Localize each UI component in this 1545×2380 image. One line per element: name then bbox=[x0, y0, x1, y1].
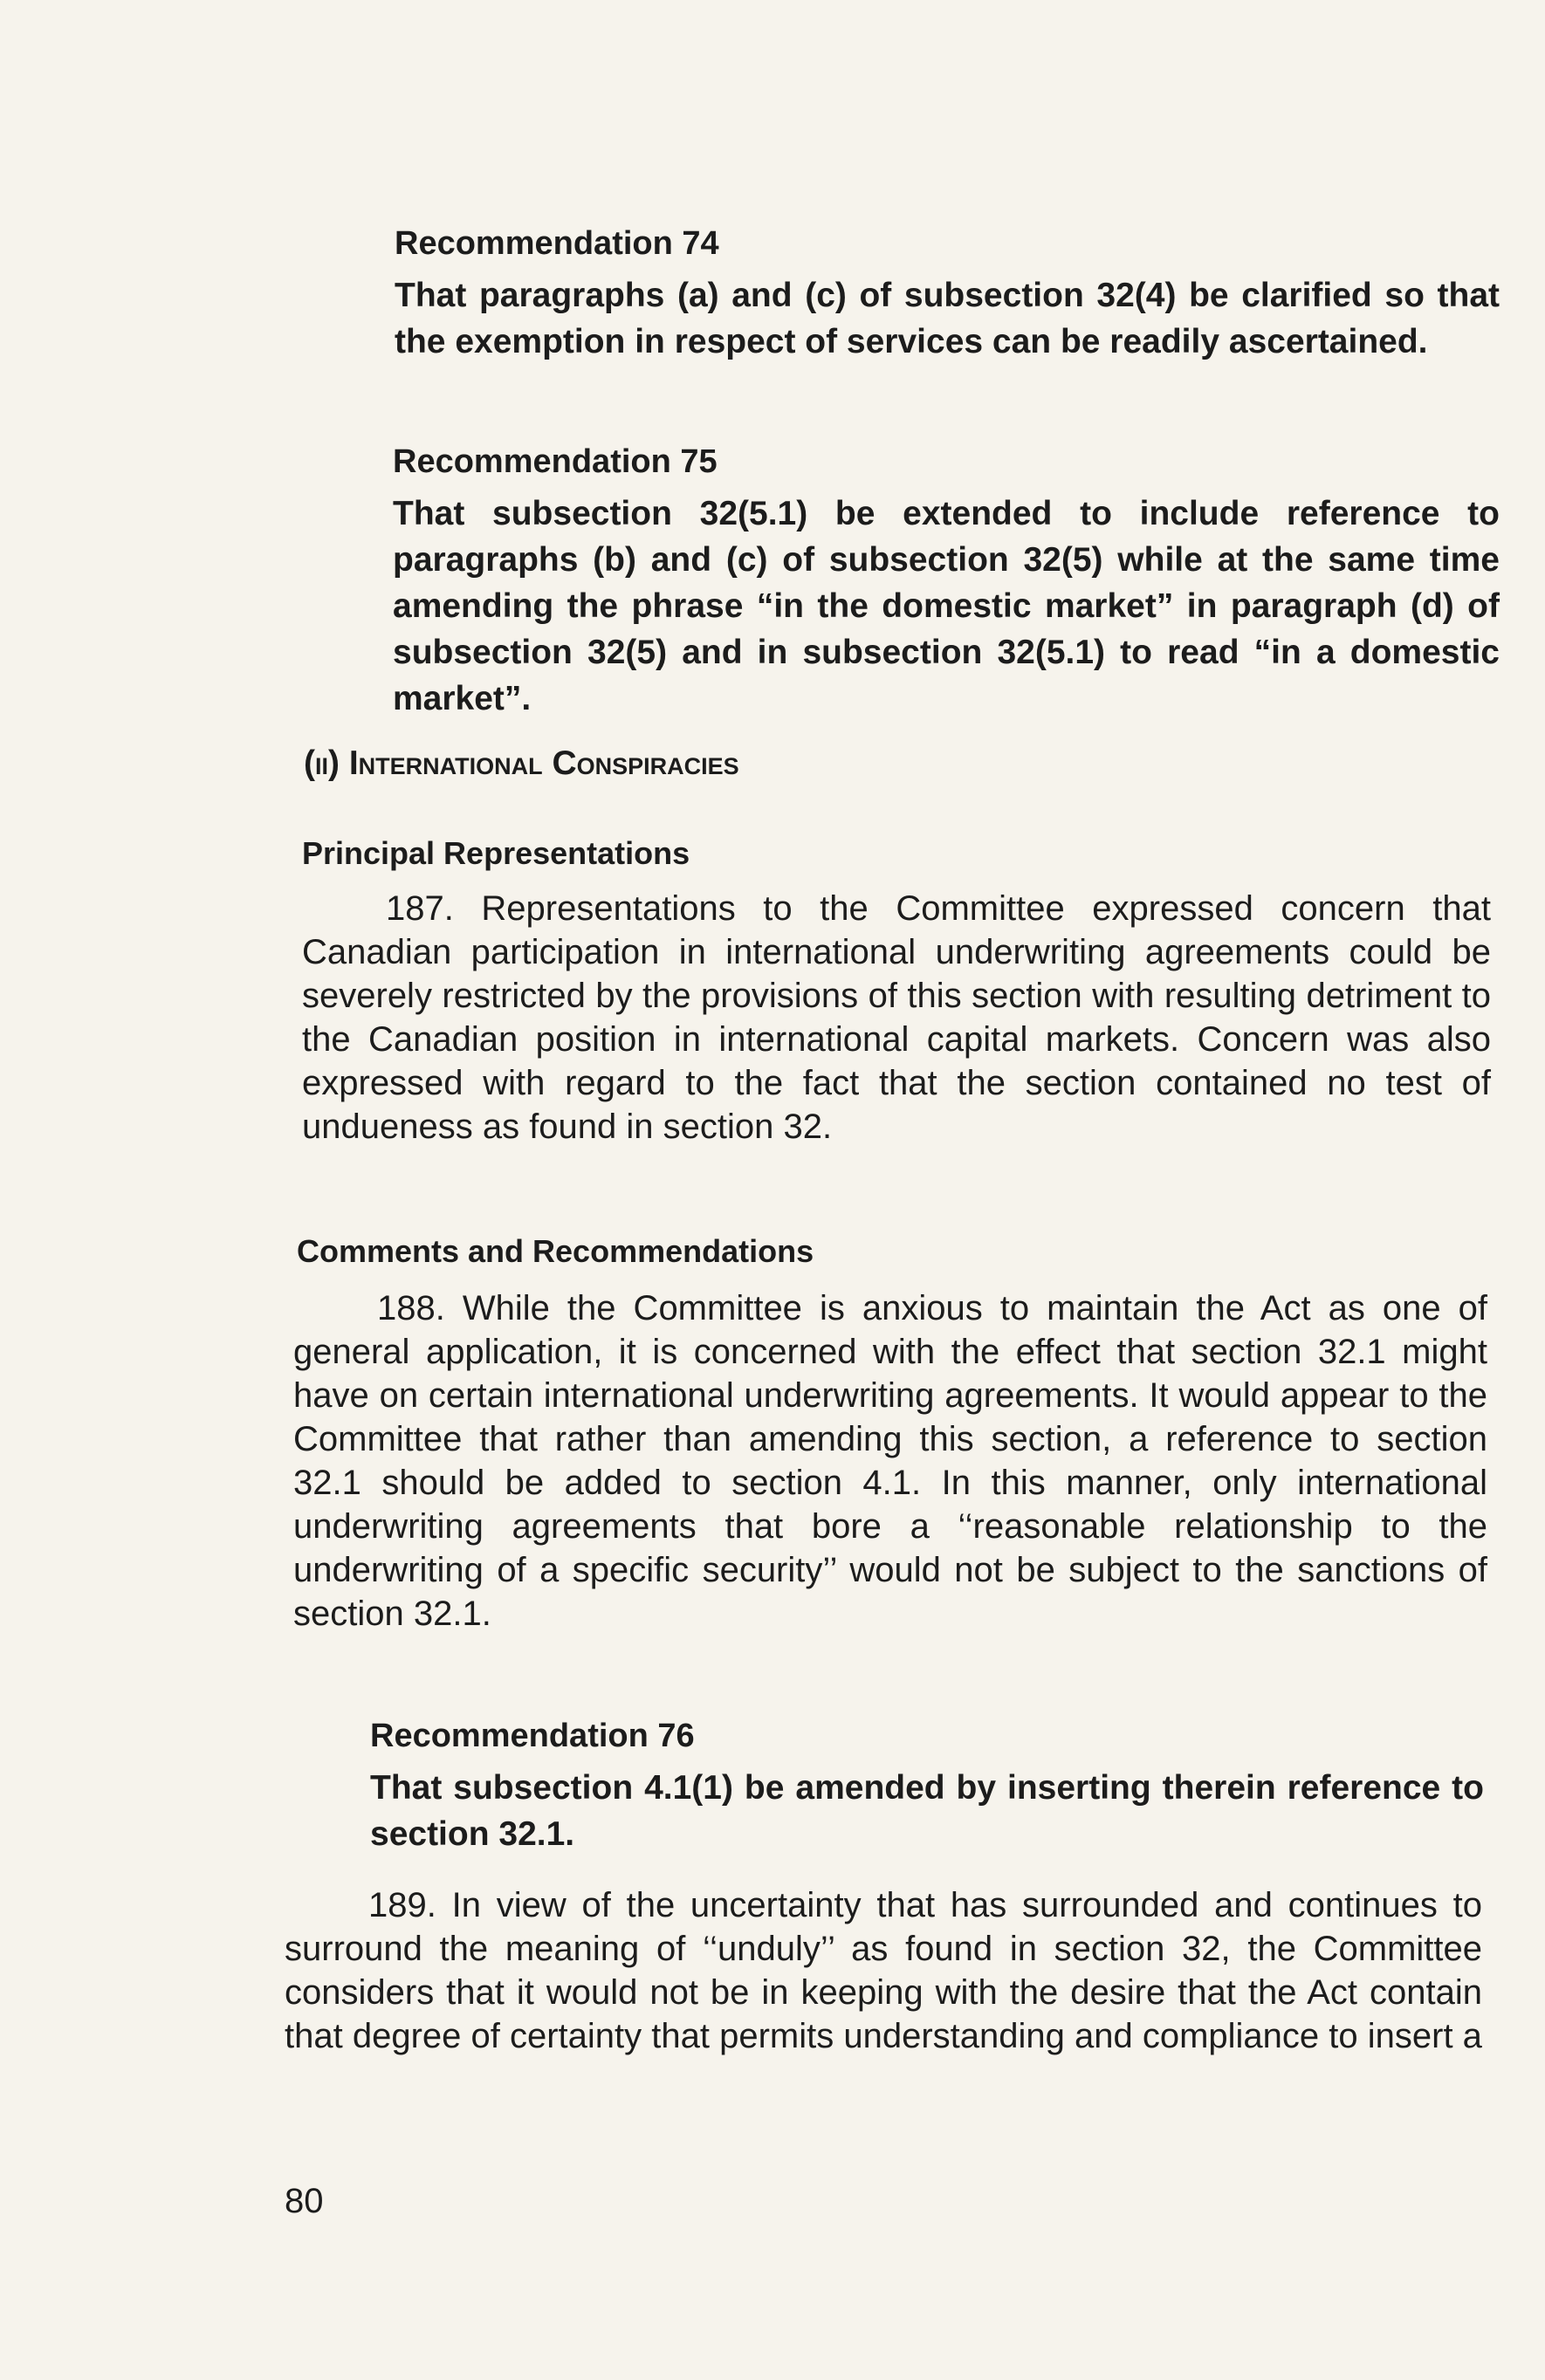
subheading-comments-and-recommendations: Comments and Recommendations bbox=[297, 1233, 814, 1269]
paragraph-189: 189. In view of the uncertainty that has surrounded and continues to surround the meaning of ‘‘unduly’’ as found in section 32, the Committee considers that it would not be in keeping with the desire that the Act contain that degree of certainty that permits understanding and compliance to insert a bbox=[285, 1886, 1482, 2055]
recommendation-text: That subsection 32(5.1) be extended to include reference to paragraphs (b) and (c) of subsection 32(5) while at the same time amending the phrase “in the domestic market” in paragraph (d) of subsection 32(5) and in subsection 32(5.1) to read “in a domestic market”. bbox=[393, 494, 1500, 717]
recommendation-76 bbox=[370, 1716, 1484, 1857]
recommendation-heading: Recommendation 76 bbox=[370, 1718, 695, 1754]
recommendation-text: That subsection 4.1(1) be amended by inserting therein reference to section 32.1. bbox=[370, 1768, 1484, 1853]
paragraph-187: 187. Representations to the Committee expressed concern that Canadian participation in international underwriting agreements could be severely restricted by the provisions of this section with resulting detriment to the Canadian position in international capital markets. Concern was also expressed with regard to the fact that the section contained no test of undueness as found in section 32. bbox=[302, 889, 1491, 1146]
recommendation-heading: Recommendation 74 bbox=[395, 225, 719, 262]
recommendation-74 bbox=[395, 223, 1500, 365]
recommendation-text: That paragraphs (a) and (c) of subsection 32(4) be clarified so that the exemption in respect of services can be readily ascertained. bbox=[395, 276, 1500, 360]
section-heading: (ii) International Conspiracies bbox=[304, 744, 739, 782]
recommendation-heading: Recommendation 75 bbox=[393, 443, 718, 480]
subheading-principal-representations: Principal Representations bbox=[302, 835, 690, 871]
recommendation-75 bbox=[393, 442, 1500, 722]
paragraph-188: 188. While the Committee is anxious to maintain the Act as one of general application, it is concerned with the effect that section 32.1 might have on certain international underwriting agreements. It would appear to the Committee that rather than amending this section, a reference to section 32.1 should be added to section 4.1. In this manner, only international underwriting agreements that bore a ‘‘reasonable relationship to the underwriting of a specific security’’ would not be subject to the sanctions of section 32.1. bbox=[293, 1289, 1487, 1633]
page-number: 80 bbox=[285, 2182, 324, 2220]
